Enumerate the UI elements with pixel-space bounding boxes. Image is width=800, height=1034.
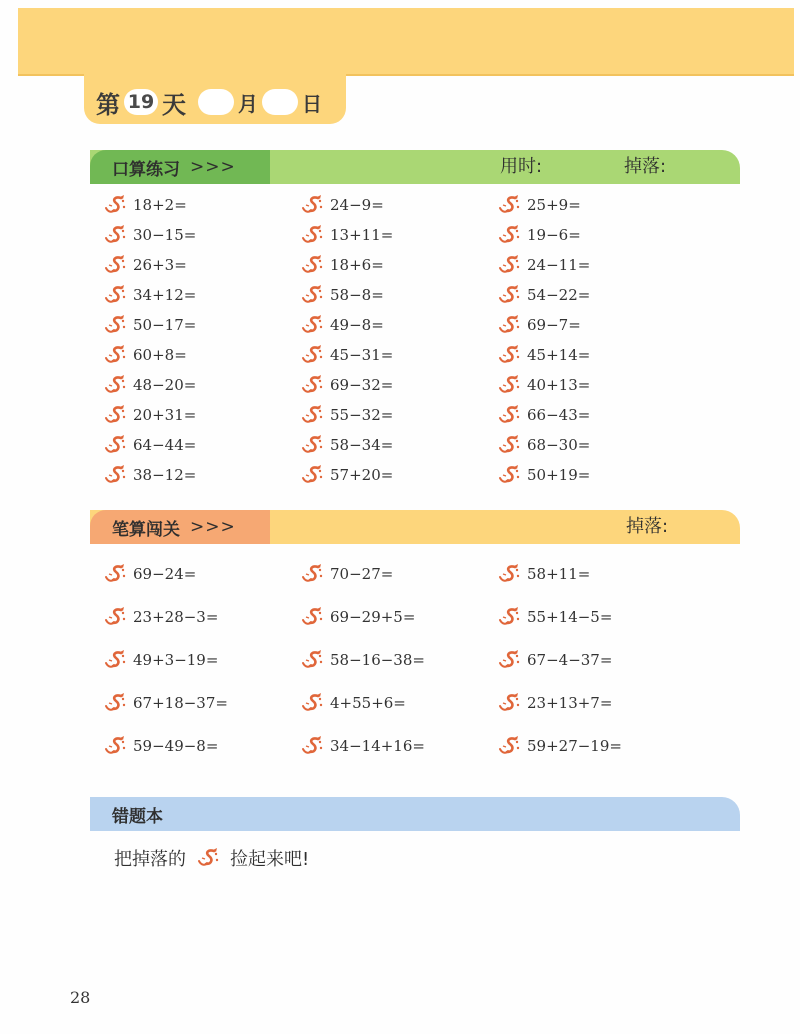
dragon-icon bbox=[497, 649, 523, 671]
problem-item bbox=[497, 649, 612, 671]
problem-text: 58+11= bbox=[527, 565, 591, 583]
page-number: 28 bbox=[70, 988, 91, 1007]
problem-text: 13+11= bbox=[330, 226, 394, 244]
problem-text: 60+8= bbox=[133, 346, 187, 364]
problem-item bbox=[300, 254, 384, 276]
dragon-icon bbox=[103, 224, 129, 246]
dragon-icon bbox=[103, 314, 129, 336]
problem-text: 34+12= bbox=[133, 286, 197, 304]
problem-text: 58−8= bbox=[330, 286, 384, 304]
dragon-icon bbox=[497, 464, 523, 486]
dragon-icon bbox=[103, 194, 129, 216]
problem-text: 19−6= bbox=[527, 226, 581, 244]
problem-item bbox=[300, 692, 406, 714]
problem-item bbox=[103, 606, 218, 628]
day-prefix: 第 bbox=[96, 90, 120, 119]
dragon-icon bbox=[103, 735, 129, 757]
dragon-icon bbox=[300, 464, 326, 486]
problem-text: 58−34= bbox=[330, 436, 394, 454]
dragon-icon bbox=[497, 434, 523, 456]
problem-item bbox=[103, 284, 196, 306]
problem-item bbox=[103, 254, 187, 276]
problem-text: 26+3= bbox=[133, 256, 187, 274]
problem-item bbox=[103, 404, 196, 426]
dragon-icon bbox=[103, 649, 129, 671]
pickup-text-after: 捡起来吧! bbox=[230, 849, 310, 870]
problem-text: 67−4−37= bbox=[527, 651, 613, 669]
oral-practice-bar bbox=[90, 150, 740, 184]
problem-text: 48−20= bbox=[133, 376, 197, 394]
problem-text: 69−32= bbox=[330, 376, 394, 394]
day-date-row bbox=[96, 82, 322, 122]
dragon-icon bbox=[300, 649, 326, 671]
dragon-icon bbox=[300, 404, 326, 426]
oral-dropped-label: 掉落: bbox=[624, 156, 667, 177]
dragon-icon bbox=[103, 464, 129, 486]
dragon-icon bbox=[103, 344, 129, 366]
dragon-icon bbox=[300, 374, 326, 396]
dragon-icon bbox=[103, 284, 129, 306]
problem-item bbox=[497, 254, 590, 276]
dragon-icon bbox=[497, 735, 523, 757]
problem-item bbox=[300, 314, 384, 336]
problem-item bbox=[497, 404, 590, 426]
problem-text: 34−14+16= bbox=[330, 737, 425, 755]
problem-text: 55−32= bbox=[330, 406, 394, 424]
dragon-icon bbox=[103, 563, 129, 585]
problem-item bbox=[300, 563, 393, 585]
day-suffix: 天 bbox=[162, 90, 186, 119]
problem-item bbox=[103, 649, 218, 671]
dragon-icon bbox=[103, 434, 129, 456]
dragon-icon bbox=[300, 254, 326, 276]
problem-text: 69−24= bbox=[133, 565, 197, 583]
dragon-icon bbox=[300, 284, 326, 306]
problem-text: 4+55+6= bbox=[330, 694, 406, 712]
problem-item bbox=[497, 194, 581, 216]
dragon-icon bbox=[497, 563, 523, 585]
problem-item bbox=[497, 692, 612, 714]
oral-practice-title: 口算练习 bbox=[112, 159, 180, 180]
problem-text: 58−16−38= bbox=[330, 651, 425, 669]
problem-text: 23+13+7= bbox=[527, 694, 613, 712]
problem-item bbox=[300, 404, 393, 426]
dragon-icon bbox=[497, 344, 523, 366]
problem-text: 50+19= bbox=[527, 466, 591, 484]
problem-item bbox=[497, 434, 590, 456]
written-challenge-title: 笔算闯关 bbox=[112, 519, 180, 540]
problem-text: 66−43= bbox=[527, 406, 591, 424]
time-used-label: 用时: bbox=[500, 156, 543, 177]
problem-item bbox=[497, 224, 581, 246]
dragon-icon bbox=[497, 404, 523, 426]
problem-item bbox=[497, 606, 612, 628]
day-number-badge: 19 bbox=[124, 89, 158, 115]
dragon-icon bbox=[497, 606, 523, 628]
problem-text: 69−29+5= bbox=[330, 608, 416, 626]
date-blank[interactable] bbox=[262, 89, 298, 115]
dragon-icon bbox=[300, 434, 326, 456]
problem-text: 70−27= bbox=[330, 565, 394, 583]
problem-text: 38−12= bbox=[133, 466, 197, 484]
problem-item bbox=[300, 284, 384, 306]
problem-text: 57+20= bbox=[330, 466, 394, 484]
problem-text: 64−44= bbox=[133, 436, 197, 454]
problem-item bbox=[300, 344, 393, 366]
problem-text: 25+9= bbox=[527, 196, 581, 214]
written-challenge-bar bbox=[90, 510, 740, 544]
top-header-band bbox=[18, 8, 794, 76]
dragon-icon bbox=[103, 606, 129, 628]
pickup-prompt bbox=[114, 845, 309, 871]
problem-text: 69−7= bbox=[527, 316, 581, 334]
date-label: 日 bbox=[302, 91, 322, 116]
dragon-icon bbox=[196, 847, 222, 869]
problem-text: 18+2= bbox=[133, 196, 187, 214]
problem-text: 24−11= bbox=[527, 256, 591, 274]
problem-text: 59−49−8= bbox=[133, 737, 219, 755]
problem-item bbox=[300, 194, 384, 216]
problem-text: 20+31= bbox=[133, 406, 197, 424]
problem-text: 54−22= bbox=[527, 286, 591, 304]
problem-item bbox=[497, 374, 590, 396]
problem-text: 49−8= bbox=[330, 316, 384, 334]
problem-item bbox=[300, 434, 393, 456]
problem-item bbox=[497, 284, 590, 306]
problem-item bbox=[103, 563, 196, 585]
dragon-icon bbox=[497, 374, 523, 396]
dragon-icon bbox=[497, 254, 523, 276]
problem-item bbox=[300, 224, 393, 246]
dragon-icon bbox=[103, 692, 129, 714]
problem-text: 68−30= bbox=[527, 436, 591, 454]
error-book-tab bbox=[90, 797, 250, 831]
dragon-icon bbox=[497, 692, 523, 714]
problem-item bbox=[103, 464, 196, 486]
oral-practice-arrows: >>> bbox=[190, 157, 236, 177]
problem-text: 45−31= bbox=[330, 346, 394, 364]
dragon-icon bbox=[497, 194, 523, 216]
month-label: 月 bbox=[238, 91, 258, 116]
problem-text: 59+27−19= bbox=[527, 737, 622, 755]
dragon-icon bbox=[103, 254, 129, 276]
written-dropped-label: 掉落: bbox=[626, 516, 669, 537]
problem-item bbox=[300, 649, 425, 671]
problem-item bbox=[300, 464, 393, 486]
dragon-icon bbox=[300, 194, 326, 216]
month-blank[interactable] bbox=[198, 89, 234, 115]
problem-item bbox=[103, 692, 228, 714]
problem-item bbox=[103, 314, 196, 336]
dragon-icon bbox=[300, 692, 326, 714]
problem-item bbox=[103, 374, 196, 396]
dragon-icon bbox=[103, 374, 129, 396]
dragon-icon bbox=[497, 314, 523, 336]
problem-text: 40+13= bbox=[527, 376, 591, 394]
problem-text: 50−17= bbox=[133, 316, 197, 334]
problem-item bbox=[497, 344, 590, 366]
dragon-icon bbox=[300, 735, 326, 757]
problem-item bbox=[497, 563, 590, 585]
dragon-icon bbox=[300, 224, 326, 246]
problem-item bbox=[300, 735, 425, 757]
problem-text: 67+18−37= bbox=[133, 694, 228, 712]
dragon-icon bbox=[497, 224, 523, 246]
problem-item bbox=[300, 606, 415, 628]
problem-item bbox=[103, 224, 196, 246]
dragon-icon bbox=[300, 344, 326, 366]
dragon-icon bbox=[300, 314, 326, 336]
dragon-icon bbox=[497, 284, 523, 306]
error-book-bar bbox=[90, 797, 740, 831]
problem-item bbox=[497, 314, 581, 336]
problem-text: 24−9= bbox=[330, 196, 384, 214]
problem-text: 55+14−5= bbox=[527, 608, 613, 626]
dragon-icon bbox=[300, 563, 326, 585]
oral-practice-tab bbox=[90, 150, 270, 184]
problem-text: 23+28−3= bbox=[133, 608, 219, 626]
dragon-icon bbox=[300, 606, 326, 628]
problem-text: 49+3−19= bbox=[133, 651, 219, 669]
written-challenge-tab bbox=[90, 510, 270, 544]
pickup-text-before: 把掉落的 bbox=[114, 849, 186, 870]
problem-item bbox=[103, 344, 187, 366]
problem-item bbox=[497, 464, 590, 486]
problem-item bbox=[103, 194, 187, 216]
problem-item bbox=[103, 434, 196, 456]
problem-item bbox=[300, 374, 393, 396]
problem-text: 45+14= bbox=[527, 346, 591, 364]
error-book-title: 错题本 bbox=[112, 806, 163, 827]
problem-text: 30−15= bbox=[133, 226, 197, 244]
problem-item bbox=[497, 735, 622, 757]
written-challenge-arrows: >>> bbox=[190, 517, 236, 537]
dragon-icon bbox=[103, 404, 129, 426]
problem-item bbox=[103, 735, 218, 757]
problem-text: 18+6= bbox=[330, 256, 384, 274]
